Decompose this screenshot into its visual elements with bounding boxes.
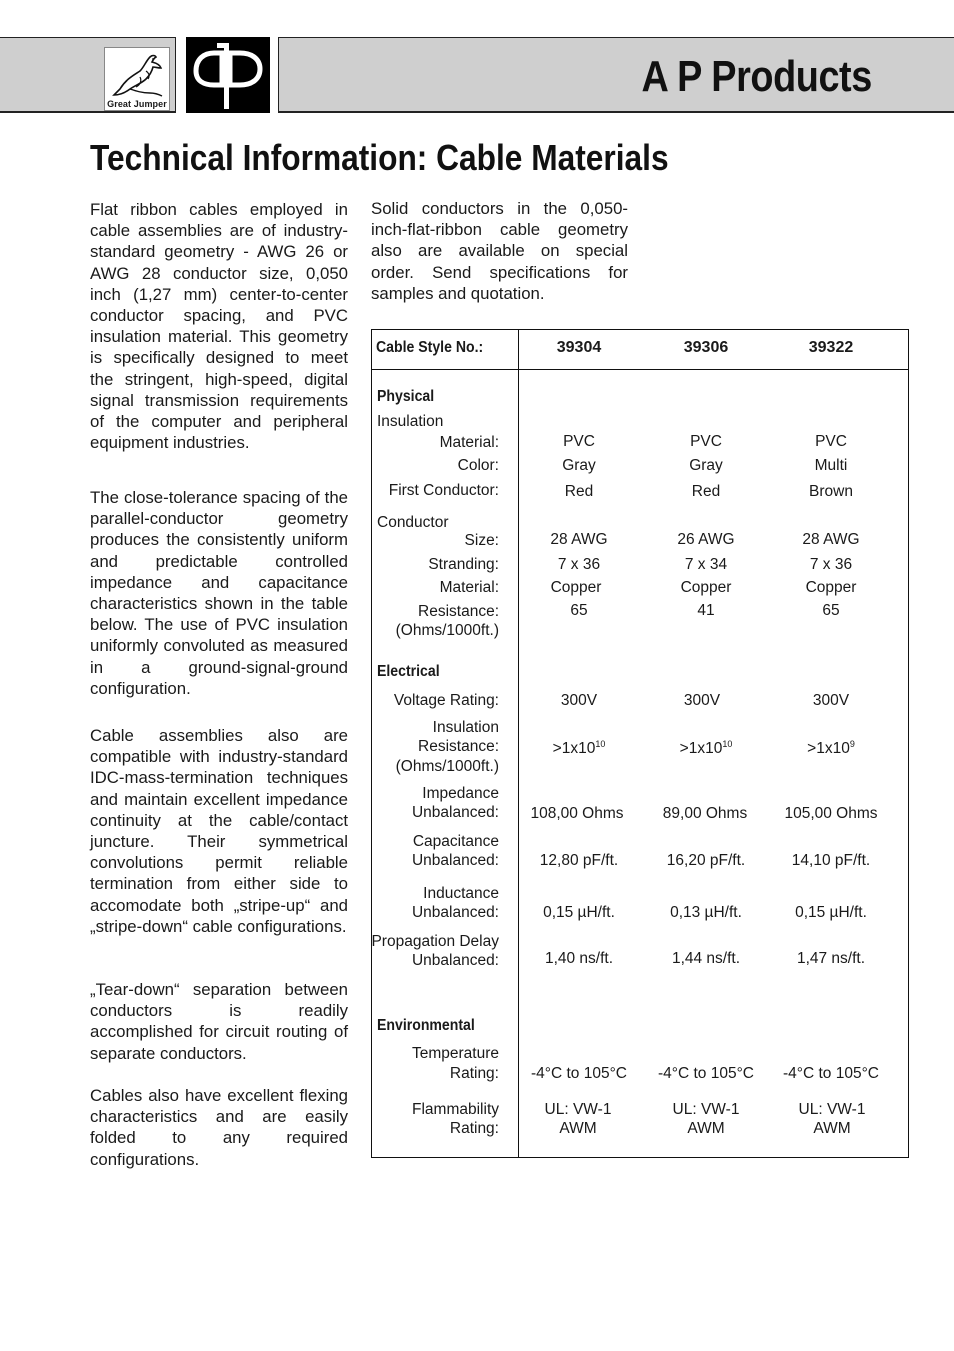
cell-capacitance-39322: 14,10 pF/ft. bbox=[791, 852, 871, 869]
cell-impedance-39306: 89,00 Ohms bbox=[662, 805, 748, 822]
cell-inductance-39322: 0,15 µH/ft. bbox=[795, 904, 867, 921]
row-label-ins-resistance-2: Resistance: bbox=[418, 738, 499, 755]
cell-resistance-39306: 41 bbox=[697, 602, 715, 619]
cell-flammability-39322-2: AWM bbox=[813, 1120, 851, 1137]
table-header-divider bbox=[371, 369, 909, 370]
cell-flammability-39322: UL: VW-1 bbox=[798, 1101, 866, 1118]
ins-resistance-exponent: 9 bbox=[849, 739, 855, 749]
row-label-capacitance: Capacitance bbox=[412, 833, 499, 850]
cell-flammability-39306-2: AWM bbox=[687, 1120, 725, 1137]
paragraph-tear-down: „Tear-down“ separation between conductors is readily accomplished for circuit routing of separate conductors. bbox=[90, 980, 348, 1063]
cell-flammability-39304: UL: VW-1 bbox=[544, 1101, 612, 1118]
ap-monogram-icon bbox=[186, 37, 270, 113]
cell-impedance-39304: 108,00 Ohms bbox=[530, 805, 624, 822]
cell-capacitance-39304: 12,80 pF/ft. bbox=[539, 852, 619, 869]
paragraph-spacing: The close-tolerance spacing of the parallel-conductor geometry produces the consistently uniform and predictable controlled impedance and capacitance characteristics shown in the table below. The use of PVC insulation uniformly convoluted as measured in a ground-signal-ground configuration. bbox=[90, 488, 348, 698]
cell-resistance-39322: 65 bbox=[822, 602, 840, 619]
cell-voltage-39304: 300V bbox=[560, 692, 598, 709]
row-label-voltage: Voltage Rating: bbox=[393, 692, 499, 709]
cell-temperature-39306: -4°C to 105°C bbox=[658, 1065, 754, 1082]
row-label-resistance-unit: (Ohms/1000ft.) bbox=[395, 622, 499, 639]
logo-caption: Great Jumper bbox=[107, 99, 167, 109]
group-conductor: Conductor bbox=[377, 514, 449, 531]
cell-propagation-39304: 1,40 ns/ft. bbox=[544, 950, 614, 967]
row-label-resistance: Resistance: bbox=[418, 603, 499, 620]
paragraph-assemblies: Cable assemblies also are compatible with industry-standard IDC-mass-termination techniques and maintain excellent impedance continuity at the cable/contact juncture. Their symmetrical convolutions permit reliable termination from either side to accomodate both „stripe-up“ and „stripe-down“ cable configurations. bbox=[90, 726, 348, 936]
cell-first-conductor-39304: Red bbox=[564, 483, 594, 500]
cell-resistance-39304: 65 bbox=[570, 602, 588, 619]
ins-resistance-exponent: 10 bbox=[595, 739, 606, 749]
cell-flammability-39306: UL: VW-1 bbox=[672, 1101, 740, 1118]
cell-temperature-39304: -4°C to 105°C bbox=[531, 1065, 627, 1082]
row-label-ins-material: Material: bbox=[439, 434, 499, 451]
cell-inductance-39304: 0,15 µH/ft. bbox=[543, 904, 615, 921]
row-label-cond-material: Material: bbox=[439, 579, 499, 596]
paragraph-solid-conductors: Solid conductors in the 0,050-inch-flat-ribbon cable geometry also are available on special order. Send specifications for samples and quotation. bbox=[371, 199, 628, 303]
row-label-propagation-2: Unbalanced: bbox=[411, 952, 499, 969]
cell-propagation-39322: 1,47 ns/ft. bbox=[796, 950, 866, 967]
cell-stranding-39306: 7 x 34 bbox=[684, 556, 728, 573]
paragraph-geometry: Flat ribbon cables employed in cable assemblies are of industry-standard geometry - AWG 26 or AWG 28 conductor size, 0,050 inch (1,27 mm) center-to-center conductor spacing, and PVC insulation material. This geometry is specifically designed to meet the stringent, high-speed, digital signal transmission requirements of the computer and peripheral equipment industries. bbox=[90, 200, 348, 453]
row-label-flammability-2: Rating: bbox=[449, 1120, 499, 1137]
cell-inductance-39306: 0,13 µH/ft. bbox=[670, 904, 742, 921]
cell-stranding-39322: 7 x 36 bbox=[809, 556, 853, 573]
cell-impedance-39322: 105,00 Ohms bbox=[784, 805, 878, 822]
ins-resistance-base: >1x10 bbox=[552, 740, 596, 757]
row-label-flammability: Flammability bbox=[412, 1101, 499, 1118]
row-label-ins-resistance-unit: (Ohms/1000ft.) bbox=[395, 758, 499, 775]
column-header-39304: 39304 bbox=[556, 339, 602, 356]
cell-ins-resistance-39304 bbox=[519, 739, 639, 758]
row-label-impedance: Impedance bbox=[422, 785, 499, 802]
cell-cond-size-39322: 28 AWG bbox=[802, 531, 860, 548]
table-header-label: Cable Style No.: bbox=[376, 339, 484, 356]
page-title: Technical Information: Cable Materials bbox=[90, 137, 669, 178]
cell-ins-color-39322: Multi bbox=[814, 457, 848, 474]
section-electrical: Electrical bbox=[377, 663, 440, 680]
cell-voltage-39306: 300V bbox=[683, 692, 721, 709]
cell-temperature-39322: -4°C to 105°C bbox=[783, 1065, 879, 1082]
cell-cond-size-39306: 26 AWG bbox=[677, 531, 735, 548]
cell-first-conductor-39322: Brown bbox=[809, 483, 853, 500]
great-jumper-logo bbox=[104, 47, 170, 111]
kangaroo-icon bbox=[106, 49, 170, 101]
cell-flammability-39304-2: AWM bbox=[559, 1120, 597, 1137]
ins-resistance-base: >1x10 bbox=[679, 740, 723, 757]
cell-cond-material-39306: Copper bbox=[680, 579, 732, 596]
paragraph-flexing: Cables also have excellent flexing characteristics and are easily folded to any required configurations. bbox=[90, 1086, 348, 1169]
row-label-temperature-2: Rating: bbox=[449, 1065, 499, 1082]
row-label-inductance-2: Unbalanced: bbox=[411, 904, 499, 921]
cell-ins-resistance-39322 bbox=[771, 739, 891, 758]
ins-resistance-exponent: 10 bbox=[722, 739, 733, 749]
row-label-ins-resistance: Insulation bbox=[432, 719, 499, 736]
row-label-temperature: Temperature bbox=[411, 1045, 499, 1062]
row-label-first-conductor: First Conductor: bbox=[388, 482, 499, 499]
row-label-impedance-2: Unbalanced: bbox=[411, 804, 499, 821]
row-label-capacitance-2: Unbalanced: bbox=[411, 852, 499, 869]
cell-cond-size-39304: 28 AWG bbox=[550, 531, 608, 548]
cell-propagation-39306: 1,44 ns/ft. bbox=[671, 950, 741, 967]
cell-stranding-39304: 7 x 36 bbox=[557, 556, 601, 573]
ap-logo bbox=[186, 37, 270, 113]
cell-voltage-39322: 300V bbox=[812, 692, 850, 709]
cell-ins-color-39306: Gray bbox=[689, 457, 723, 474]
cell-ins-material-39322: PVC bbox=[815, 433, 847, 450]
cell-cond-material-39322: Copper bbox=[805, 579, 857, 596]
section-physical: Physical bbox=[377, 388, 435, 405]
cell-ins-color-39304: Gray bbox=[562, 457, 596, 474]
brand-name: A P Products bbox=[641, 52, 872, 101]
column-header-39306: 39306 bbox=[683, 339, 729, 356]
cell-ins-material-39306: PVC bbox=[690, 433, 722, 450]
cell-first-conductor-39306: Red bbox=[691, 483, 721, 500]
section-environmental: Environmental bbox=[377, 1017, 475, 1034]
cell-capacitance-39306: 16,20 pF/ft. bbox=[666, 852, 746, 869]
ins-resistance-base: >1x10 bbox=[807, 740, 850, 757]
cell-ins-resistance-39306 bbox=[646, 739, 766, 758]
row-label-propagation: Propagation Delay bbox=[371, 933, 499, 950]
row-label-ins-color: Color: bbox=[457, 457, 499, 474]
cell-cond-material-39304: Copper bbox=[550, 579, 602, 596]
column-header-39322: 39322 bbox=[808, 339, 854, 356]
row-label-inductance: Inductance bbox=[423, 885, 499, 902]
cell-ins-material-39304: PVC bbox=[563, 433, 595, 450]
row-label-stranding: Stranding: bbox=[428, 556, 499, 573]
row-label-cond-size: Size: bbox=[464, 532, 499, 549]
group-insulation: Insulation bbox=[377, 413, 444, 430]
